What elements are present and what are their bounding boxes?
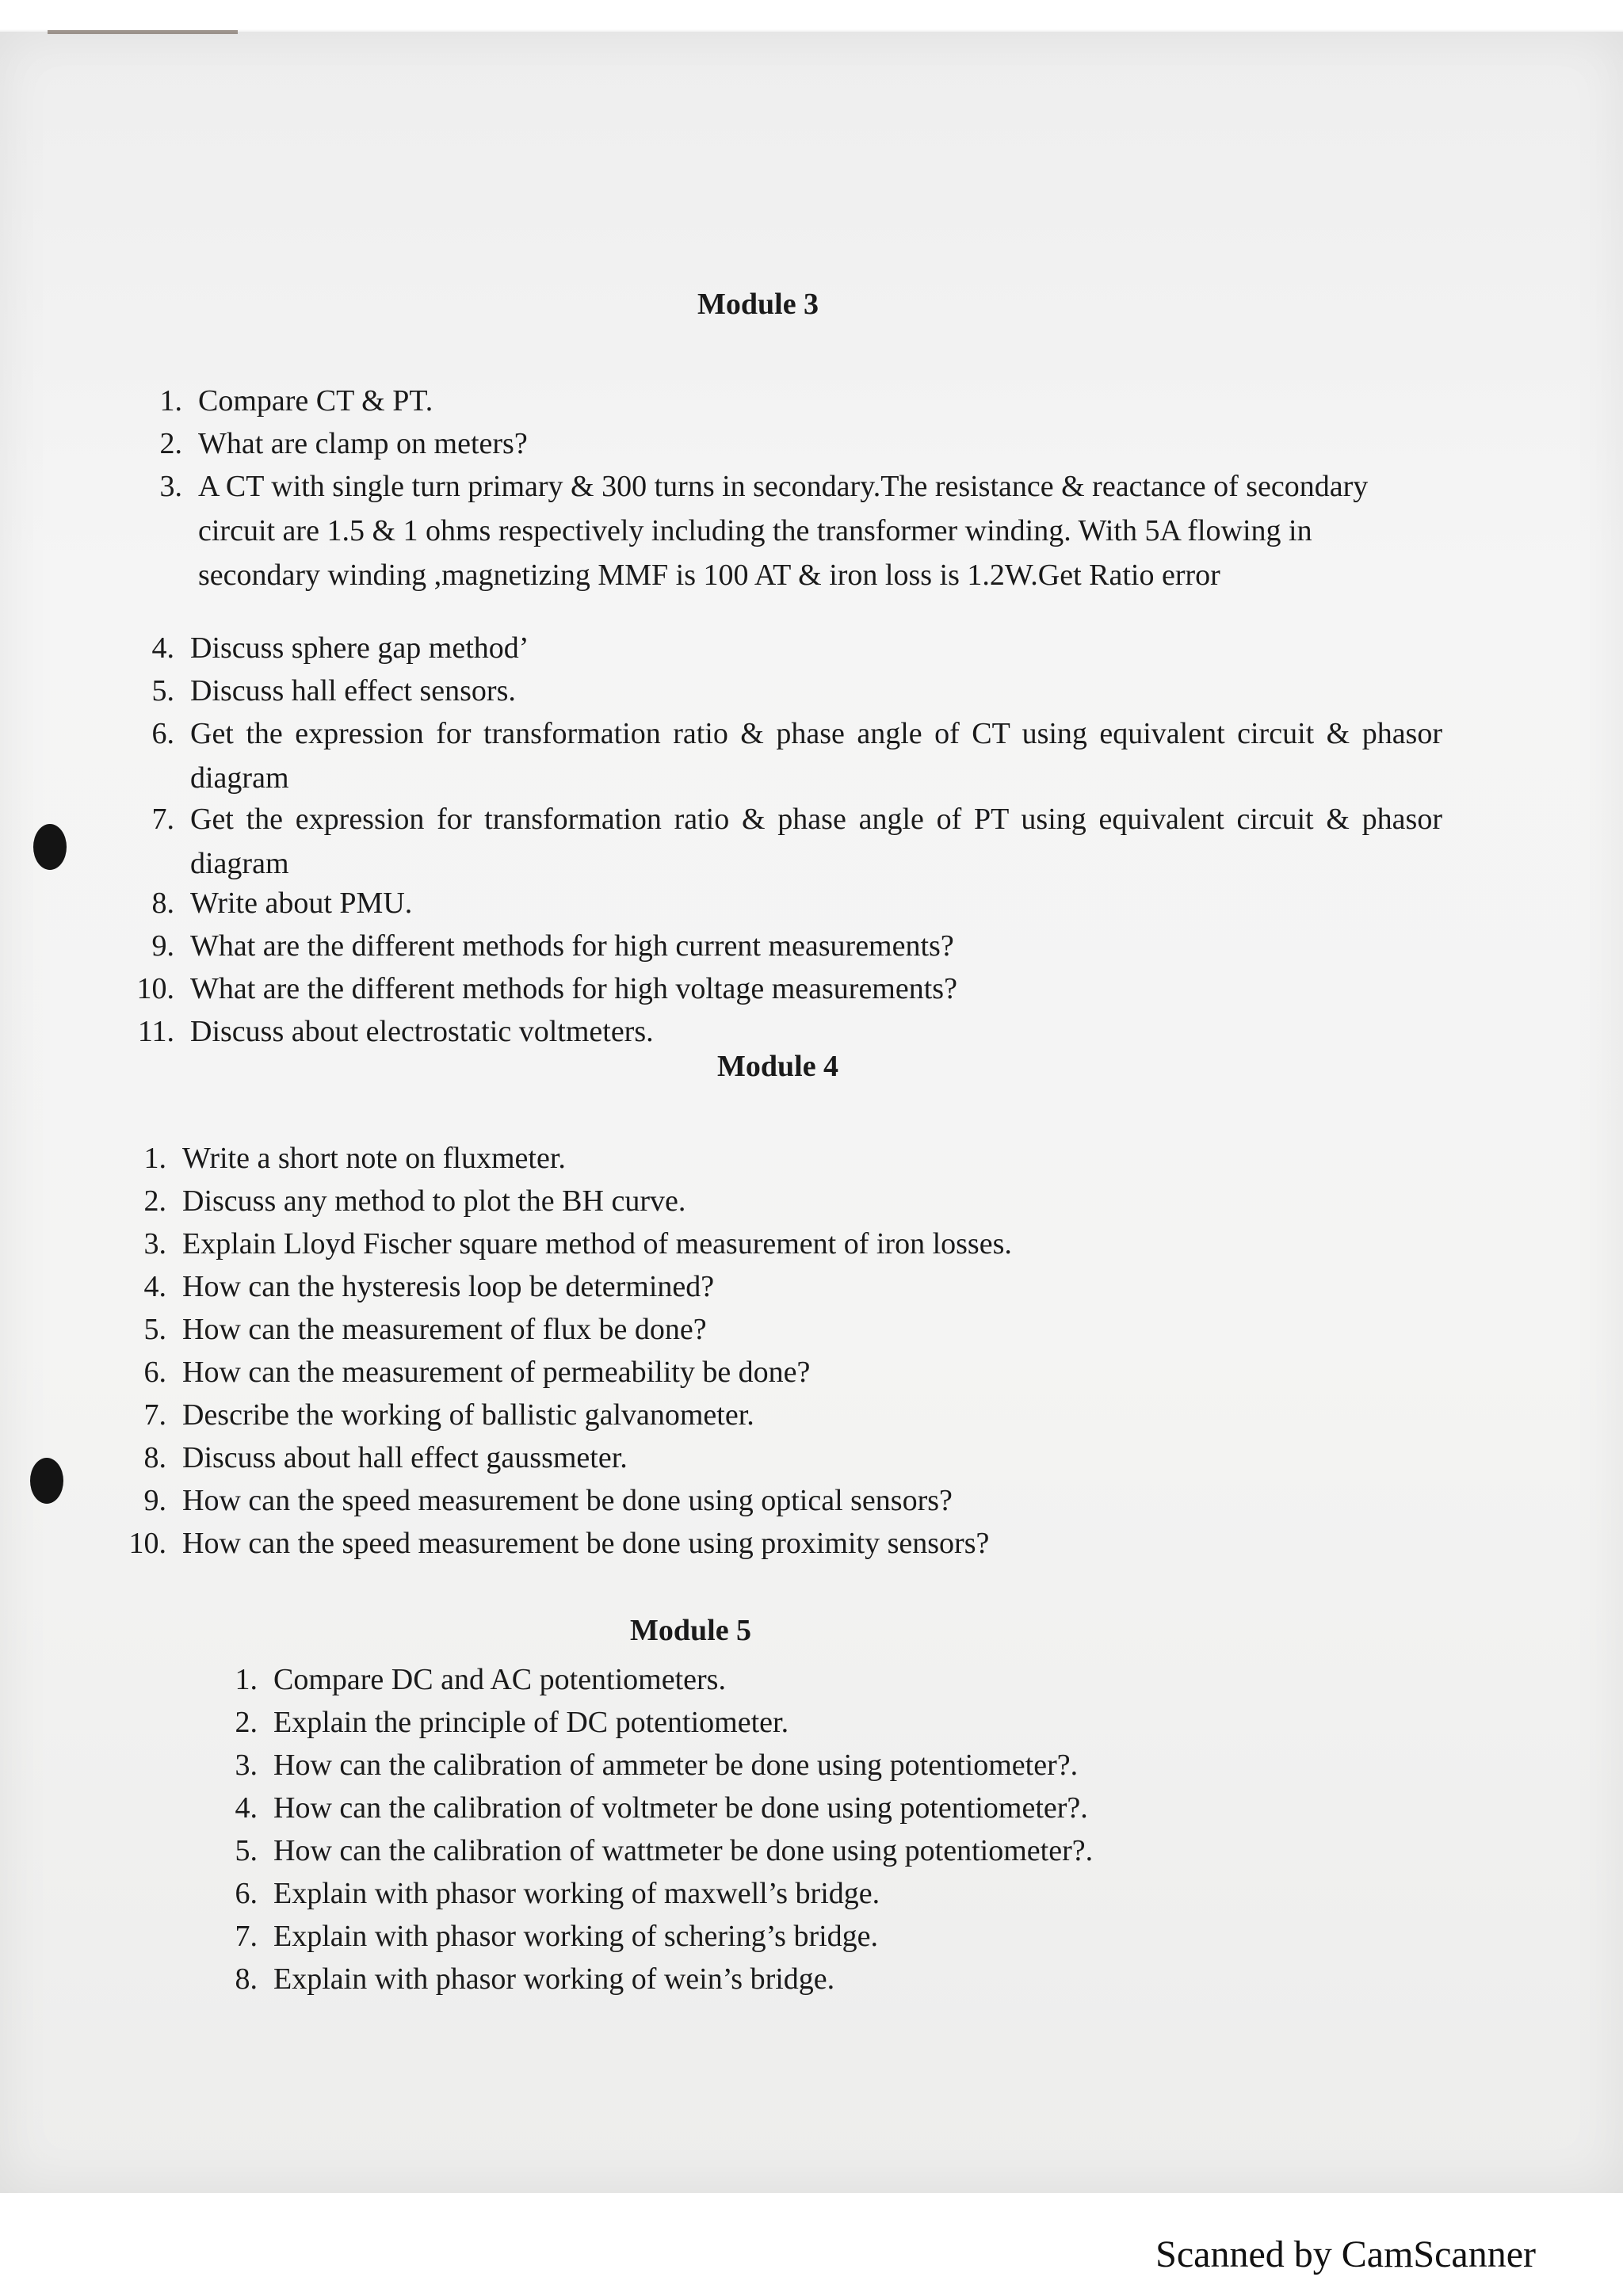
item-number: 7. [151,803,174,836]
module-3-heading: Module 3 [697,288,819,321]
item-number: 4. [151,631,174,665]
list-item [127,1009,1434,1054]
list-item [135,464,1442,597]
item-text: Discuss sphere gap method’ [190,631,529,665]
item-text: Compare DC and AC potentiometers. [273,1663,726,1696]
list-item [127,711,1442,800]
item-text: Write about PMU. [190,887,413,920]
list-item [127,669,1434,713]
item-text: Get the expression for transformation ratio & phase angle of PT using equivalent circuit & phasor diagram [190,803,1442,880]
item-number: 1. [159,384,182,418]
list-item [127,881,1434,925]
item-text: How can the calibration of ammeter be done using potentiometer?. [273,1749,1079,1782]
list-item [210,1657,1478,1702]
item-number: 9. [143,1484,166,1517]
item-number: 6. [235,1877,258,1910]
item-text: Explain with phasor working of maxwell’s bridge. [273,1877,880,1910]
item-text: Write a short note on fluxmeter. [182,1142,566,1175]
item-text: How can the calibration of voltmeter be done using potentiometer?. [273,1791,1088,1825]
list-item [119,1350,1426,1394]
camscanner-footer: Scanned by CamScanner [1155,2233,1536,2275]
list-item [119,1179,1426,1223]
list-item [119,1521,1426,1566]
item-number: 8. [143,1441,166,1474]
module-5-heading: Module 5 [630,1614,752,1647]
item-text: How can the hysteresis loop be determined? [182,1270,715,1303]
list-item [119,1222,1426,1266]
list-item [119,1478,1426,1523]
list-item [135,379,1442,423]
item-text: Discuss hall effect sensors. [190,674,516,707]
item-text: Explain with phasor working of wein’s bridge. [273,1962,835,1996]
item-text: Explain the principle of DC potentiometer. [273,1706,789,1739]
item-number: 8. [151,887,174,920]
item-text: Explain Lloyd Fischer square method of measurement of iron losses. [182,1227,1012,1261]
item-number: 2. [159,427,182,460]
item-number: 4. [235,1791,258,1825]
list-item [119,1393,1426,1437]
list-item [119,1307,1426,1352]
item-text: What are the different methods for high voltage measurements? [190,972,957,1005]
item-number: 9. [151,929,174,963]
item-text: Discuss about electrostatic voltmeters. [190,1015,654,1048]
item-text: Explain with phasor working of schering’s bridge. [273,1920,879,1953]
list-item [210,1914,1478,1958]
item-text: How can the calibration of wattmeter be done using potentiometer?. [273,1834,1094,1867]
item-number: 2. [143,1184,166,1218]
list-item [119,1136,1426,1180]
list-item [127,626,1434,670]
item-number: 10. [136,972,174,1005]
item-number: 8. [235,1962,258,1996]
list-item [210,1829,1478,1873]
item-number: 7. [143,1398,166,1432]
item-number: 4. [143,1270,166,1303]
item-text: Describe the working of ballistic galvanometer. [182,1398,754,1432]
item-text: What are clamp on meters? [198,427,528,460]
list-item [127,967,1434,1011]
item-text: Compare CT & PT. [198,384,433,418]
item-number: 10. [128,1527,166,1560]
list-item [210,1743,1478,1787]
item-number: 2. [235,1706,258,1739]
item-number: 11. [137,1015,174,1048]
item-number: 3. [159,470,182,503]
item-number: 5. [143,1313,166,1346]
list-item [135,421,1442,466]
list-item [210,1957,1478,2001]
list-item [210,1786,1478,1830]
item-text: How can the speed measurement be done using proximity sensors? [182,1527,990,1560]
list-item [210,1700,1478,1745]
item-number: 6. [143,1356,166,1389]
item-text: How can the measurement of permeability be done? [182,1356,811,1389]
item-number: 3. [143,1227,166,1261]
item-text: Discuss about hall effect gaussmeter. [182,1441,628,1474]
item-number: 6. [151,717,174,750]
item-number: 3. [235,1749,258,1782]
item-text: What are the different methods for high current measurements? [190,929,954,963]
item-number: 1. [235,1663,258,1696]
item-number: 5. [151,674,174,707]
list-item [127,797,1442,886]
item-number: 5. [235,1834,258,1867]
item-text: A CT with single turn primary & 300 turns in secondary.The resistance & reactance of secondary circuit are 1.5 & 1 ohms respectively including the transformer winding. With 5A flowing in secondary winding ,magnetizing MMF is 100 AT & iron loss is 1.2W.Get Ratio error [198,470,1369,592]
list-item [127,924,1434,968]
item-text: How can the speed measurement be done using optical sensors? [182,1484,953,1517]
item-number: 1. [143,1142,166,1175]
item-number: 7. [235,1920,258,1953]
module-4-heading: Module 4 [717,1050,839,1083]
list-item [210,1871,1478,1916]
item-text: How can the measurement of flux be done? [182,1313,707,1346]
list-item [119,1264,1426,1309]
item-text: Discuss any method to plot the BH curve. [182,1184,686,1218]
list-item [119,1436,1426,1480]
item-text: Get the expression for transformation ratio & phase angle of CT using equivalent circuit & phasor diagram [190,717,1442,795]
